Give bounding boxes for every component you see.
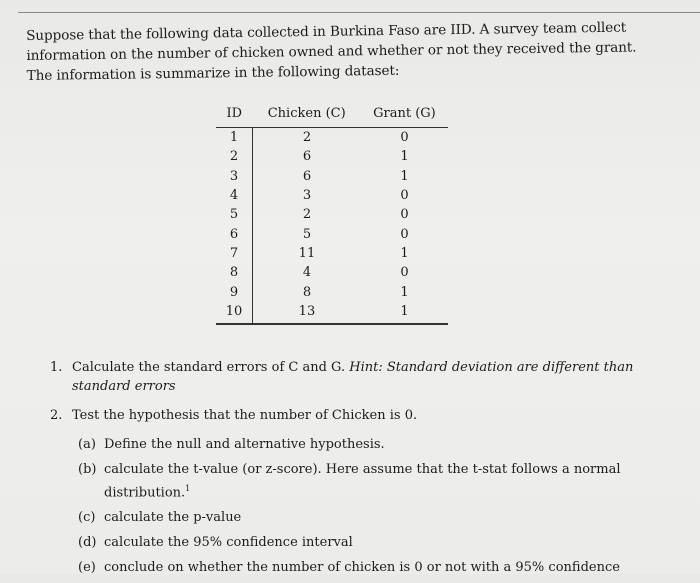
cell-chicken: 13 [253, 302, 361, 324]
subpart-label: (a) [78, 437, 96, 452]
subpart-text: calculate the 95% confidence interval [104, 535, 353, 551]
subpart-label: (d) [78, 535, 97, 551]
cell-chicken: 4 [302, 265, 312, 281]
cell-chicken: 2 [302, 207, 312, 223]
cell-id: 7 [216, 244, 253, 263]
subpart-a [78, 435, 680, 454]
cell-chicken: 2 [302, 130, 312, 146]
question-2-number: 2. [50, 408, 63, 423]
table-row [216, 302, 448, 324]
cell-chicken: 5 [302, 226, 312, 242]
intro-line-1: Suppose that the following data collected in Burkina Faso are IID. A survey team collect [26, 19, 627, 44]
subpart-b [78, 460, 680, 502]
subpart-text: conclude on whether the number of chicken is 0 or not with a 95% confidence [104, 560, 620, 576]
subpart-text: Define the null and alternative hypothesis. [104, 437, 385, 452]
table-row [216, 224, 448, 243]
cell-id: 10 [216, 302, 253, 324]
cell-chicken: 6 [302, 149, 312, 165]
cell-id: 2 [216, 147, 253, 166]
header-grant: Grant (G) [373, 106, 436, 121]
top-rule [18, 12, 700, 13]
footnote-marker: 1 [185, 484, 191, 493]
header-chicken: Chicken (C) [267, 106, 346, 121]
table-row [216, 263, 448, 282]
cell-id: 9 [216, 282, 253, 301]
table-header-row [216, 104, 448, 128]
cell-chicken: 6 [302, 168, 312, 184]
cell-grant: 0 [400, 130, 409, 146]
cell-grant: 1 [400, 245, 409, 261]
question-2-text: Test the hypothesis that the number of Chicken is 0. [72, 408, 418, 423]
cell-grant: 0 [400, 188, 409, 204]
cell-id: 5 [216, 205, 253, 224]
question-2-subparts [78, 435, 680, 577]
cell-chicken: 8 [302, 284, 312, 300]
question-1-hint: Hint: Standard deviation are different than standard errors [72, 360, 634, 394]
intro-line-2: information on the number of chicken owned and whether or not they received the grant. [26, 39, 637, 64]
cell-grant: 1 [400, 168, 409, 184]
cell-id: 8 [216, 263, 253, 282]
question-list [50, 358, 680, 583]
cell-grant: 1 [400, 284, 409, 300]
table-row [216, 205, 448, 224]
table-row [216, 128, 448, 148]
subpart-label: (e) [78, 560, 96, 576]
cell-grant: 0 [400, 207, 409, 223]
subpart-label: (c) [78, 510, 96, 526]
cell-id: 1 [216, 128, 253, 148]
subpart-e [78, 558, 680, 577]
cell-id: 3 [216, 167, 253, 186]
header-id: ID [226, 106, 243, 121]
dataset-table [216, 104, 448, 325]
table-row [216, 186, 448, 205]
table-row [216, 167, 448, 186]
subpart-text: calculate the p-value [104, 510, 242, 526]
cell-id: 4 [216, 186, 253, 205]
table-row [216, 282, 448, 301]
problem-intro [26, 17, 677, 86]
question-1 [50, 358, 680, 396]
cell-chicken: 11 [298, 245, 316, 261]
cell-grant: 1 [400, 149, 409, 165]
question-1-text: Calculate the standard errors of C and G. [72, 360, 346, 375]
cell-grant: 0 [400, 226, 409, 242]
cell-grant: 0 [400, 265, 409, 281]
table-row [216, 244, 448, 263]
intro-line-3: The information is summarize in the following dataset: [26, 62, 400, 84]
table-row [216, 147, 448, 166]
subpart-label: (b) [78, 462, 97, 477]
subpart-c [78, 508, 680, 527]
subpart-d [78, 533, 680, 552]
cell-grant: 1 [361, 302, 448, 324]
subpart-text: calculate the t-value (or z-score). Here assume that the t-stat follows a normal distribution. [104, 462, 621, 501]
question-1-number: 1. [50, 360, 63, 375]
cell-chicken: 3 [302, 188, 312, 204]
cell-id: 6 [216, 224, 253, 243]
question-2 [50, 406, 680, 425]
